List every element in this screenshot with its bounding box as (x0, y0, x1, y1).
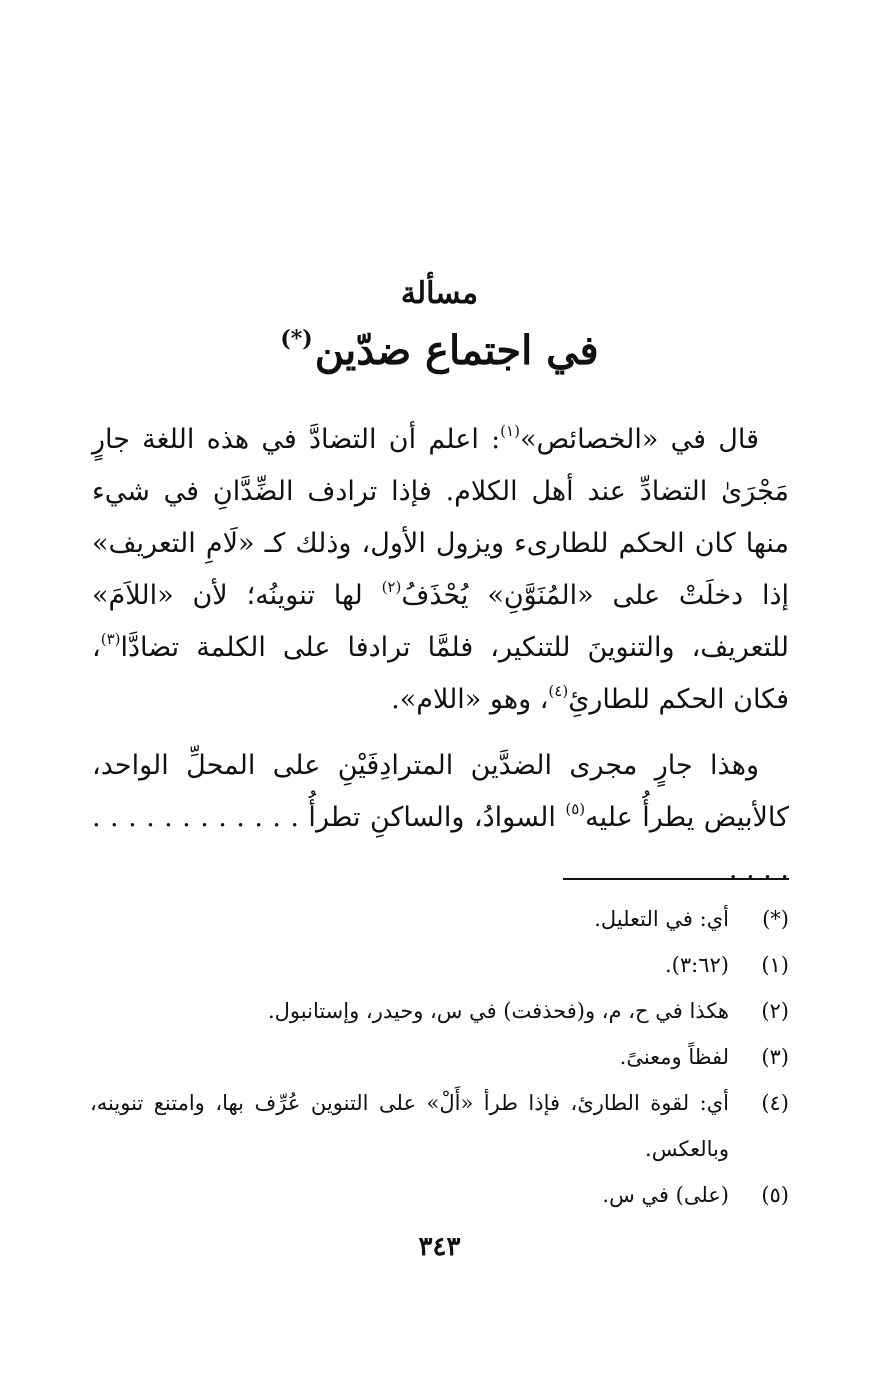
text-run: ، وهو «اللام». (391, 684, 549, 715)
footnote-item (90, 1080, 789, 1172)
footnote-number: (٣) (761, 1045, 789, 1069)
text-run: وهذا جارٍ مجرى الضدَّين المترادِفَيْنِ على المحلِّ الواحد، كالأبيض يطرأُ عليه (92, 750, 790, 833)
footnote-number: (٥) (761, 1183, 789, 1207)
footnote-ref-2: (٢) (381, 578, 402, 596)
footnote-item (90, 1034, 789, 1080)
chapter-title-text: في اجتماع ضدّين (314, 327, 599, 374)
footnote-text: (على) في س. (602, 1183, 729, 1207)
footnote-number: (١) (761, 953, 789, 977)
text-run: قال في «الخصائص» (519, 424, 759, 455)
section-heading: مسألة (400, 276, 479, 311)
paragraph-2 (92, 740, 789, 896)
page-number: ٣٤٣ (418, 1232, 461, 1262)
footnote-number: (٢) (761, 999, 789, 1023)
text-run: ، فكان الحكم للطارئِ (92, 632, 789, 715)
footnote-ref-1: (١) (500, 422, 520, 440)
footnote-number: (٤) (761, 1091, 789, 1115)
footnote-ref-3: (٣) (100, 630, 121, 648)
footnote-number: (*) (762, 907, 789, 931)
footnote-text: أي: لقوة الطارئ، فإذا طرأ «أَلْ» على التنوين عُرِّف بها، وامتنع تنوينه، وبالعكس. (90, 1091, 729, 1161)
footnote-text: لفظاً ومعنىً. (619, 1045, 729, 1069)
main-text (92, 414, 789, 896)
text-run: السوادُ، والساكنِ تطرأُ . . . . . . . . . . . . . . . . (92, 802, 789, 885)
footnote-text: (٣:٦٢). (665, 953, 729, 977)
chapter-title (0, 326, 879, 374)
title-footnote-marker: (*) (280, 326, 313, 352)
footnotes (90, 896, 789, 1218)
footnote-text: هكذا في ح، م، و(فحذفت) في س، وحيدر، وإستانبول. (267, 999, 729, 1023)
text-run: لها تنوينُه؛ لأن «اللاَمَ» للتعريف، والتنوينَ للتنكير، فلمَّا ترادفا على الكلمة تضادَّا (92, 580, 789, 663)
footnote-item (90, 1172, 789, 1218)
footnote-ref-5: (٥) (565, 800, 586, 818)
footnote-item (90, 942, 789, 988)
footnote-ref-4: (٤) (548, 682, 569, 700)
footnote-separator (563, 878, 789, 880)
paragraph-1 (92, 414, 789, 726)
footnote-text: أي: في التعليل. (594, 907, 729, 931)
footnote-item (90, 988, 789, 1034)
footnote-item (90, 896, 789, 942)
text-run: : اعلم أن التضادَّ في هذه اللغة جارٍ مَجْرَىٰ التضادِّ عند أهل الكلام. فإذا ترادف الضِّدَّانِ في شيء منها كان الحكم للطارىء ويزول الأول، وذلك كـ «لَامِ التعريف» إذا دخلَتْ على «المُنَوَّنِ» يُحْذَفُ (92, 424, 789, 611)
